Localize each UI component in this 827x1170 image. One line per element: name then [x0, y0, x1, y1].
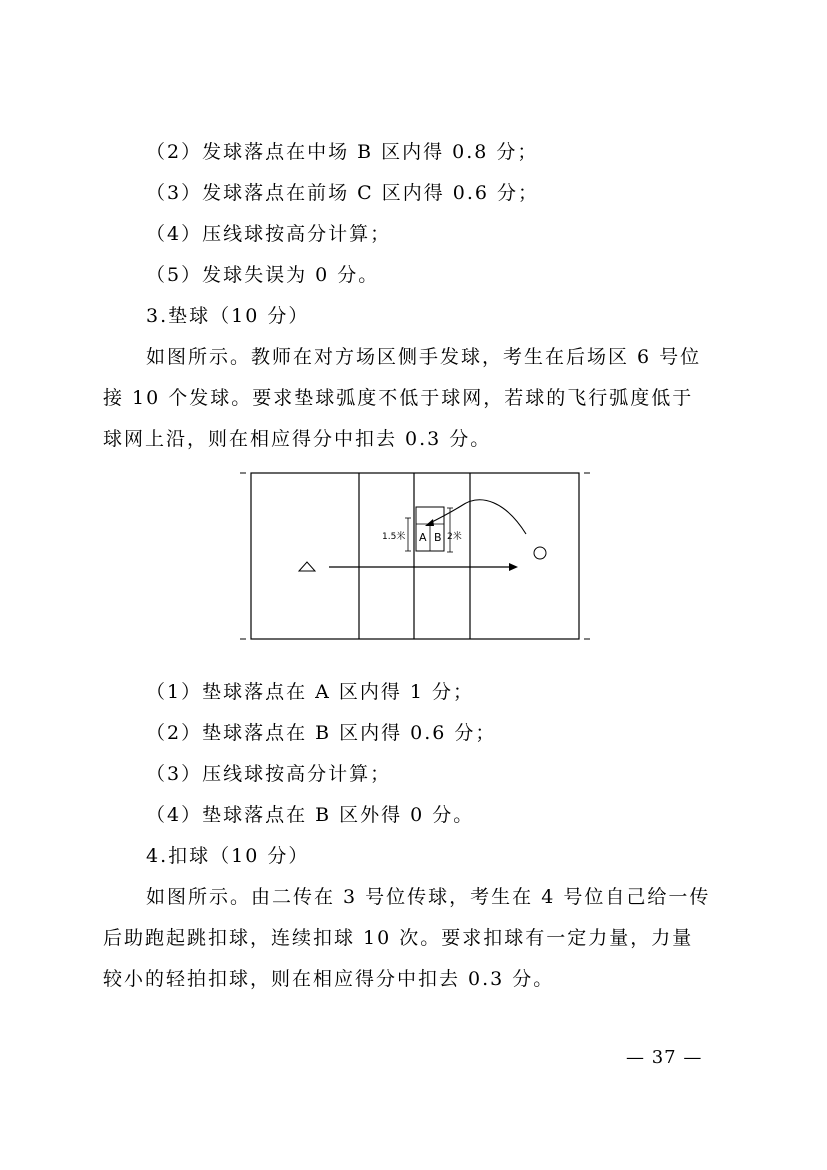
- serve-arrowhead: [509, 563, 518, 571]
- zone-a-label: A: [419, 531, 427, 544]
- court-outline: [251, 473, 579, 639]
- dim-left-label: 1.5米: [382, 532, 406, 542]
- spike-desc-line-3: 较小的轻拍扣球，则在相应得分中扣去 0.3 分。: [103, 968, 555, 990]
- dig-desc-line-2: 接 10 个发球。要求垫球弧度不低于球网，若球的飞行弧度低于: [103, 387, 694, 409]
- dig-desc-line-3: 球网上沿，则在相应得分中扣去 0.3 分。: [103, 428, 492, 450]
- zone-b-label: B: [434, 531, 442, 544]
- circle-icon: [534, 547, 546, 559]
- dig-item-3: （3）压线球按高分计算；: [146, 763, 392, 785]
- serve-item-3: （3）发球落点在前场 C 区内得 0.6 分；: [146, 182, 540, 204]
- trajectory-curve: [428, 500, 526, 534]
- dig-court-diagram: [236, 462, 596, 652]
- triangle-icon: [299, 562, 315, 571]
- serve-item-5: （5）发球失误为 0 分。: [146, 264, 380, 286]
- dig-item-1: （1）垫球落点在 A 区内得 1 分；: [146, 681, 475, 703]
- serve-item-4: （4）压线球按高分计算；: [146, 223, 392, 245]
- spike-desc-line-1: 如图所示。由二传在 3 号位传球，考生在 4 号位自己给一传: [146, 886, 711, 908]
- serve-item-2: （2）发球落点在中场 B 区内得 0.8 分；: [146, 141, 539, 163]
- trajectory-arrowhead: [425, 519, 434, 526]
- dig-heading: 3.垫球（10 分）: [146, 305, 310, 327]
- spike-heading: 4.扣球（10 分）: [146, 845, 310, 867]
- dig-item-4: （4）垫球落点在 B 区外得 0 分。: [146, 804, 475, 826]
- dim-right-label: 2米: [447, 532, 462, 542]
- dig-desc-line-1: 如图所示。教师在对方场区侧手发球，考生在后场区 6 号位: [146, 346, 702, 368]
- page-number: — 37 —: [626, 1047, 703, 1068]
- spike-desc-line-2: 后助跑起跳扣球，连续扣球 10 次。要求扣球有一定力量，力量: [103, 927, 694, 949]
- dig-item-2: （2）垫球落点在 B 区内得 0.6 分；: [146, 722, 497, 744]
